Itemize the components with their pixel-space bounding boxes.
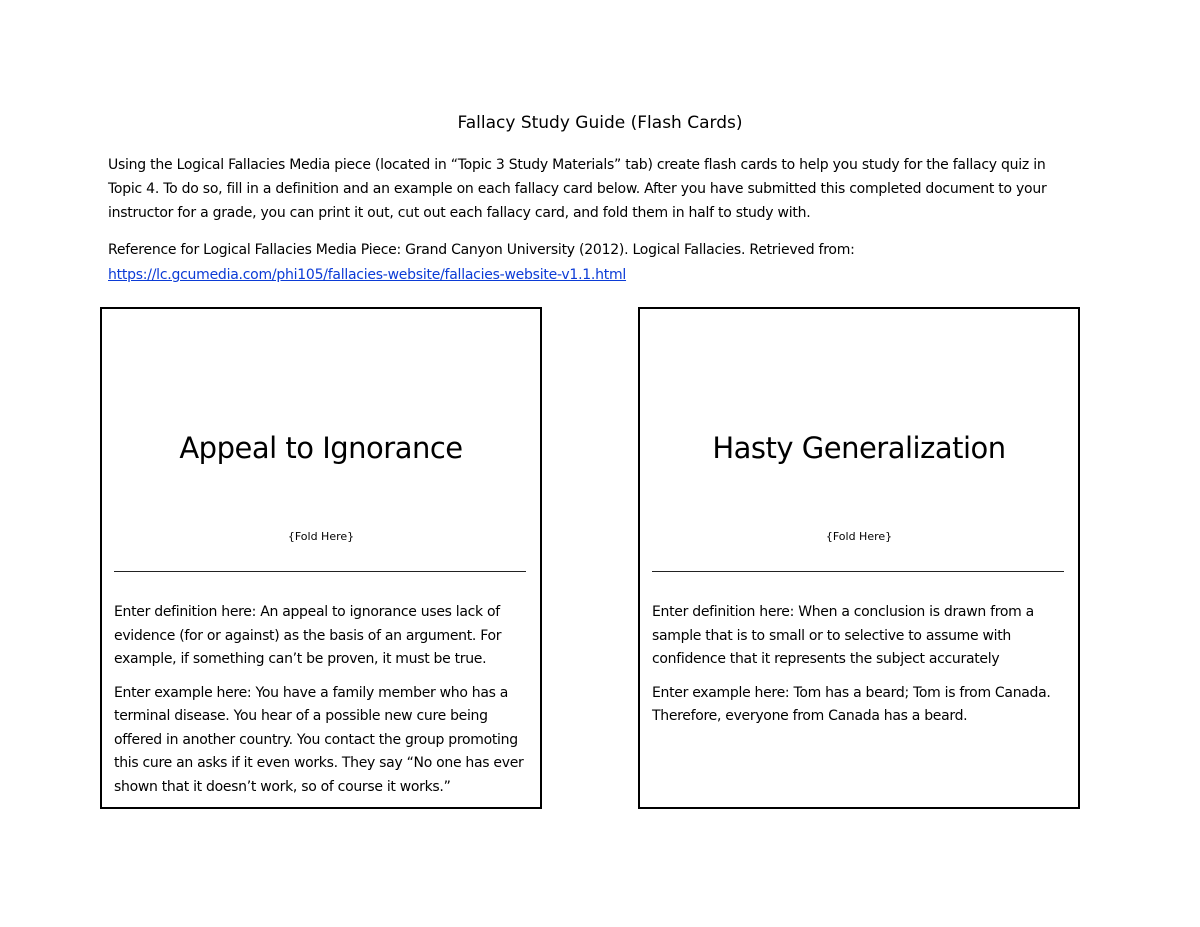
card-body: [652, 601, 1064, 739]
card-definition: Enter definition here: An appeal to ignorance uses lack of evidence (for or against) as the basis of an argument. For example, if something can’t be proven, it must be true.: [114, 604, 502, 667]
flash-card-hasty-generalization: [638, 307, 1080, 809]
fold-label: {Fold Here}: [287, 530, 355, 543]
fold-line: [114, 571, 526, 572]
card-title: Appeal to Ignorance: [179, 431, 463, 465]
card-title: Hasty Generalization: [712, 431, 1006, 465]
reference-paragraph: [108, 238, 1083, 288]
card-example: Enter example here: You have a family member who has a terminal disease. You hear of a possible new cure being offered in another country. You contact the group promoting this cure an asks if it even works. They say “No one has ever shown that it doesn’t work, so of course it works.”: [114, 684, 524, 795]
fold-line: [652, 571, 1064, 572]
reference-link[interactable]: https://lc.gcumedia.com/phi105/fallacies-website/fallacies-website-v1.1.html: [108, 267, 627, 283]
flash-card-appeal-to-ignorance: [100, 307, 542, 809]
fold-label: {Fold Here}: [825, 530, 893, 543]
card-body: [114, 601, 526, 809]
instructions-paragraph: Using the Logical Fallacies Media piece (located in “Topic 3 Study Materials” tab) create flash cards to help you study for the fallacy quiz in Topic 4. To do so, fill in a definition and an example on each fallacy card below. After you have submitted this completed document to your instructor for a grade, you can print it out, cut out each fallacy card, and fold them in half to study with.: [108, 157, 1047, 221]
reference-text: Reference for Logical Fallacies Media Piece: Grand Canyon University (2012). Logical Fallacies. Retrieved from:: [108, 242, 855, 258]
card-example: Enter example here: Tom has a beard; Tom is from Canada. Therefore, everyone from Canada has a beard.: [652, 684, 1051, 724]
page-title: Fallacy Study Guide (Flash Cards): [457, 113, 743, 133]
card-definition: Enter definition here: When a conclusion is drawn from a sample that is to small or to selective to assume with confidence that it represents the subject accurately: [652, 604, 1034, 667]
